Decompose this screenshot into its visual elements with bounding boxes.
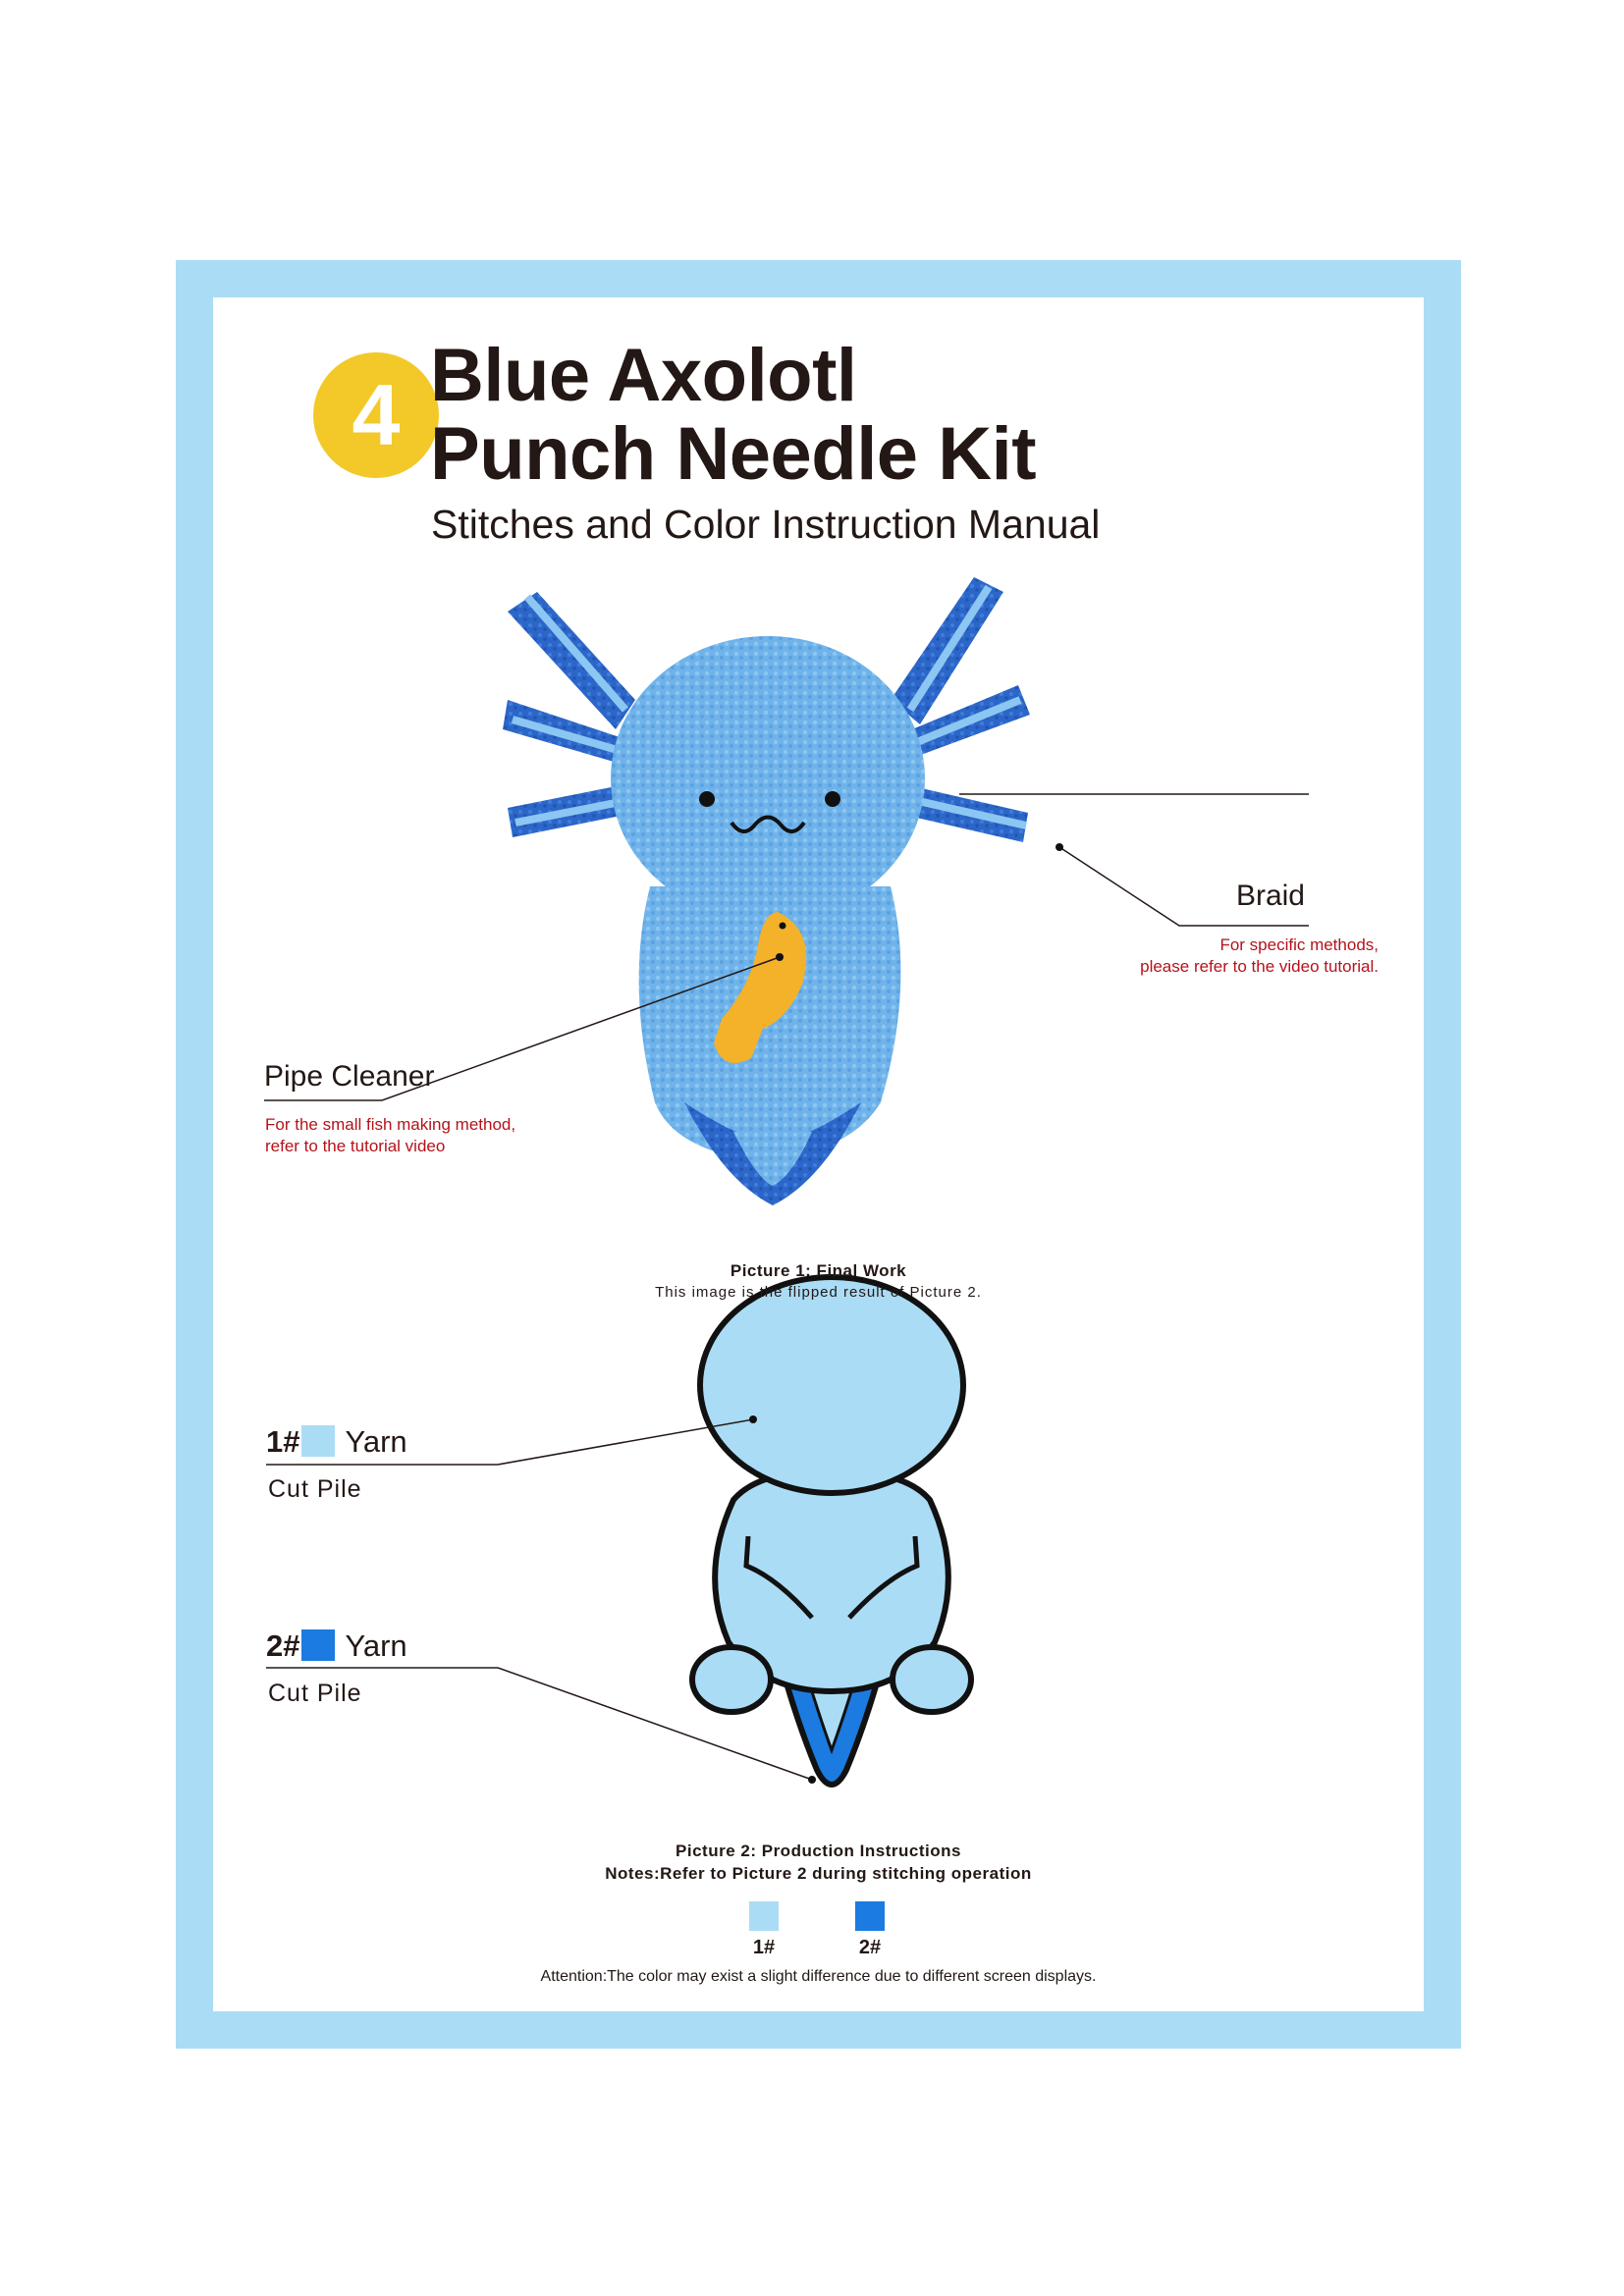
yarn2-stitch: Cut Pile xyxy=(268,1680,362,1707)
manual-sheet xyxy=(213,297,1424,2011)
plush-axolotl-photo xyxy=(503,577,1030,1205)
legend-label-2: 2# xyxy=(858,1937,882,1958)
pipe-cleaner-callout-note xyxy=(265,1114,515,1157)
yarn1-swatch xyxy=(301,1425,335,1457)
title-line-1: Blue Axolotl xyxy=(430,334,857,417)
yarn1-label xyxy=(266,1424,407,1460)
picture2-caption-note: Notes:Refer to Picture 2 during stitching operation xyxy=(605,1864,1032,1883)
legend-swatch-2 xyxy=(855,1901,885,1931)
yarn2-swatch xyxy=(301,1629,335,1661)
yarn2-label-text: Yarn xyxy=(345,1629,407,1663)
pipe-cleaner-callout-title: Pipe Cleaner xyxy=(264,1060,435,1093)
pipe-note-line-2: refer to the tutorial video xyxy=(265,1137,446,1155)
braid-note-line-2: please refer to the video tutorial. xyxy=(1140,957,1379,976)
picture1-caption-title: Picture 1: Final Work xyxy=(730,1261,907,1280)
picture1-caption-note: This image is the flipped result of Picture 2. xyxy=(655,1284,982,1301)
yarn2-code: 2# xyxy=(266,1629,300,1663)
title-line-2: Punch Needle Kit xyxy=(430,412,1036,496)
yarn2-label xyxy=(266,1629,407,1664)
pipe-note-line-1: For the small fish making method, xyxy=(265,1115,516,1134)
legend-label-1: 1# xyxy=(752,1937,776,1958)
legend-swatch-1 xyxy=(749,1901,779,1931)
page-subtitle: Stitches and Color Instruction Manual xyxy=(431,502,1101,547)
braid-note-line-1: For specific methods, xyxy=(1219,935,1379,954)
page-frame xyxy=(176,260,1461,2049)
braid-callout-note xyxy=(1140,934,1379,978)
axolotl-outline-diagram xyxy=(692,1277,971,1785)
yarn1-code: 1# xyxy=(266,1424,300,1459)
attention-note: Attention:The color may exist a slight difference due to different screen displays. xyxy=(540,1968,1097,1985)
picture2-caption-title: Picture 2: Production Instructions xyxy=(676,1842,961,1860)
yarn1-stitch: Cut Pile xyxy=(268,1475,362,1503)
step-number-badge: 4 xyxy=(313,352,439,478)
braid-callout-title: Braid xyxy=(1235,880,1305,912)
yarn1-label-text: Yarn xyxy=(345,1424,407,1459)
